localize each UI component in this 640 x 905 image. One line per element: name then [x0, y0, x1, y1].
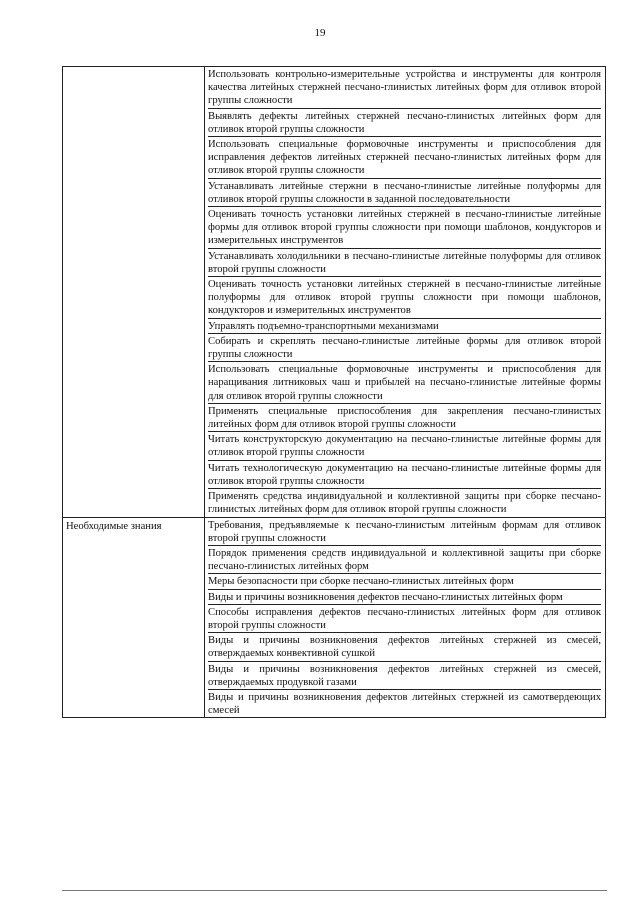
knowledge-item: Виды и причины возникновения дефектов литейных стержней из самотвердеющих смесей — [208, 689, 601, 717]
competency-table — [62, 66, 606, 718]
table-row-knowledge — [63, 517, 606, 718]
page-number: 19 — [314, 27, 326, 39]
knowledge-item: Требования, предъявляемые к песчано-глинистым литейным формам для отливок второй группы сложности — [208, 519, 601, 544]
row-label-skills — [63, 67, 205, 518]
skill-item: Использовать контрольно-измерительные устройства и инструменты для контроля качества литейных стержней песчано-глинистых литейных форм для отливок второй группы сложности — [208, 69, 601, 107]
skills-cell — [205, 67, 606, 518]
skill-item: Использовать специальные формовочные инструменты и приспособления для наращивания литниковых чаш и прибылей на песчано-глинистые литейные формы для отливок второй группы сложности — [208, 361, 601, 403]
knowledge-item: Виды и причины возникновения дефектов литейных стержней из смесей, отверждаемых конвективной сушкой — [208, 632, 601, 660]
knowledge-item: Виды и причины возникновения дефектов литейных стержней из смесей, отверждаемых продувкой газами — [208, 661, 601, 689]
skill-item: Оценивать точность установки литейных стержней в песчано-глинистые литейные формы для отливок второй группы сложности при помощи шаблонов, кондукторов и измерительных инструментов — [208, 206, 601, 248]
skill-item: Оценивать точность установки литейных стержней в песчано-глинистые литейные полуформы для отливок второй группы сложности при помощи шаблонов, кондукторов и измерительных инструментов — [208, 276, 601, 318]
row-label-knowledge: Необходимые знания — [63, 517, 205, 718]
knowledge-item: Способы исправления дефектов песчано-глинистых литейных форм для отливок второй группы сложности — [208, 604, 601, 632]
skill-item: Применять средства индивидуальной и коллективной защиты при сборке песчано-глинистых литейных форм для отливок второй группы сложности — [208, 488, 601, 516]
knowledge-item: Порядок применения средств индивидуальной и коллективной защиты при сборке песчано-глинистых литейных форм — [208, 545, 601, 573]
skill-item: Устанавливать литейные стержни в песчано-глинистые литейные полуформы для отливок второй группы сложности в заданной последовательности — [208, 178, 601, 206]
skill-item: Собирать и скреплять песчано-глинистые литейные формы для отливок второй группы сложности — [208, 333, 601, 361]
table-row-skills — [63, 67, 606, 518]
skill-item: Управлять подъемно-транспортными механизмами — [208, 318, 601, 333]
skill-item: Выявлять дефекты литейных стержней песчано-глинистых литейных форм для отливок второй группы сложности — [208, 108, 601, 136]
skill-item: Применять специальные приспособления для закрепления песчано-глинистых литейных форм для отливок второй группы сложности — [208, 403, 601, 431]
knowledge-item: Меры безопасности при сборке песчано-глинистых литейных форм — [208, 573, 601, 588]
page-edge-line — [62, 890, 607, 891]
skill-item: Устанавливать холодильники в песчано-глинистые литейные полуформы для отливок второй группы сложности — [208, 248, 601, 276]
skill-item: Читать конструкторскую документацию на песчано-глинистые литейные формы для отливок второй группы сложности — [208, 431, 601, 459]
skill-item: Читать технологическую документацию на песчано-глинистые литейные формы для отливок второй группы сложности — [208, 460, 601, 488]
knowledge-cell — [205, 517, 606, 718]
skill-item: Использовать специальные формовочные инструменты и приспособления для исправления дефектов литейных стержней песчано-глинистых литейных форм для отливок второй группы сложности — [208, 136, 601, 178]
knowledge-item: Виды и причины возникновения дефектов песчано-глинистых литейных форм — [208, 589, 601, 604]
